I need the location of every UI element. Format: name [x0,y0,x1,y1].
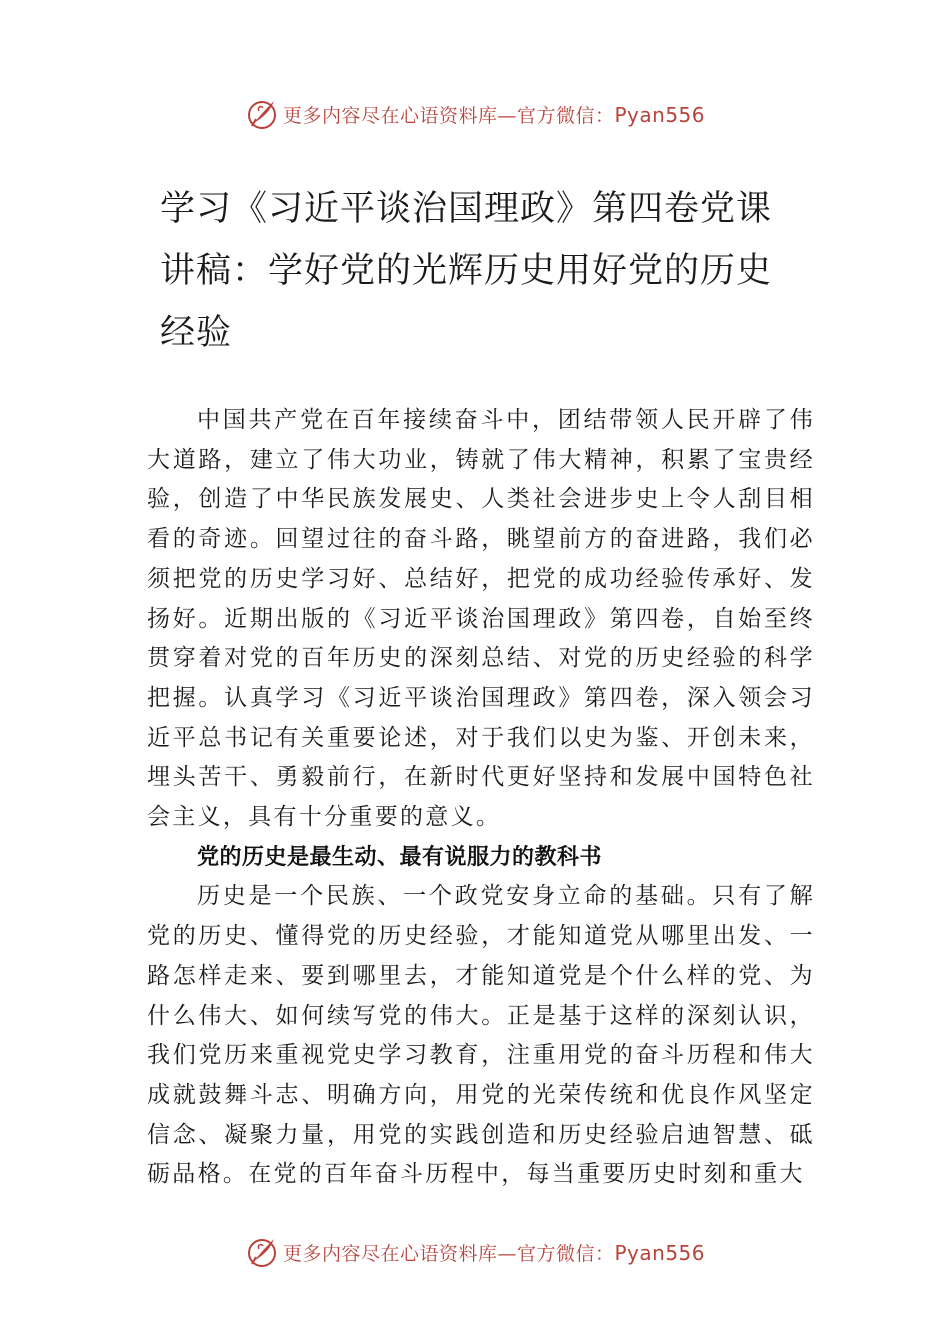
section-heading: 党的历史是最生动、最有说服力的教科书 [197,844,603,870]
document-title: 学习《习近平谈治国理政》第四卷党课讲稿：学好党的光辉历史用好党的历史经验 [160,189,773,353]
wechat-id: Pyan556 [614,102,706,127]
quill-logo-icon [245,97,279,131]
body-paragraph-2: 历史是一个民族、一个政党安身立命的基础。只有了解党的历史、懂得党的历史经验，才能知道党从哪里出发、一路怎样走来、要到哪里去，才能知道党是个什么样的党、为什么伟大、如何续写党的伟大。正是基于这样的深刻认识， 我们党历来重视党史学习教育，注重用党的奋斗历程和伟大成就鼓舞斗志、明确方向，用党的光荣传统和优良作风坚定信念、凝聚力量，用党的实践创造和历史经验启迪智慧、砥砺品格。在党的百年奋斗历程中，每当重要历史时刻和重大 [147,883,815,1188]
body-paragraph-1: 中国共产党在百年接续奋斗中，团结带领人民开辟了伟大道路，建立了伟大功业，铸就了伟大精神，积累了宝贵经验，创造了中华民族发展史、人类社会进步史上令人刮目相看的奇迹。回望过往的奋斗路，眺望前方的奋进路，我们必须把党的历史学习好、总结好，把党的成功经验传承好、发扬好。近期出版的《习近平谈治国理政》第四卷，自始至终贯穿着对党的百年历史的深刻总结、对党的历史经验的科学把握。认真学习《习近平谈治国理政》第四卷，深入领会习近平总书记有关重要论述，对于我们以史为鉴、开创未来， 埋头苦干、勇毅前行，在新时代更好坚持和发展中国特色社会主义，具有十分重要的意义。 [147,407,815,831]
quill-logo-icon [245,1235,279,1269]
banner-text [283,101,705,128]
wechat-id: Pyan556 [614,1240,706,1265]
footer-banner [0,1230,950,1274]
banner-text [283,1239,705,1266]
document-body [147,401,815,1195]
banner-cn-text: 更多内容尽在心语资料库—官方微信： [282,104,615,127]
header-banner [0,92,950,136]
banner-cn-text: 更多内容尽在心语资料库—官方微信： [282,1242,615,1265]
